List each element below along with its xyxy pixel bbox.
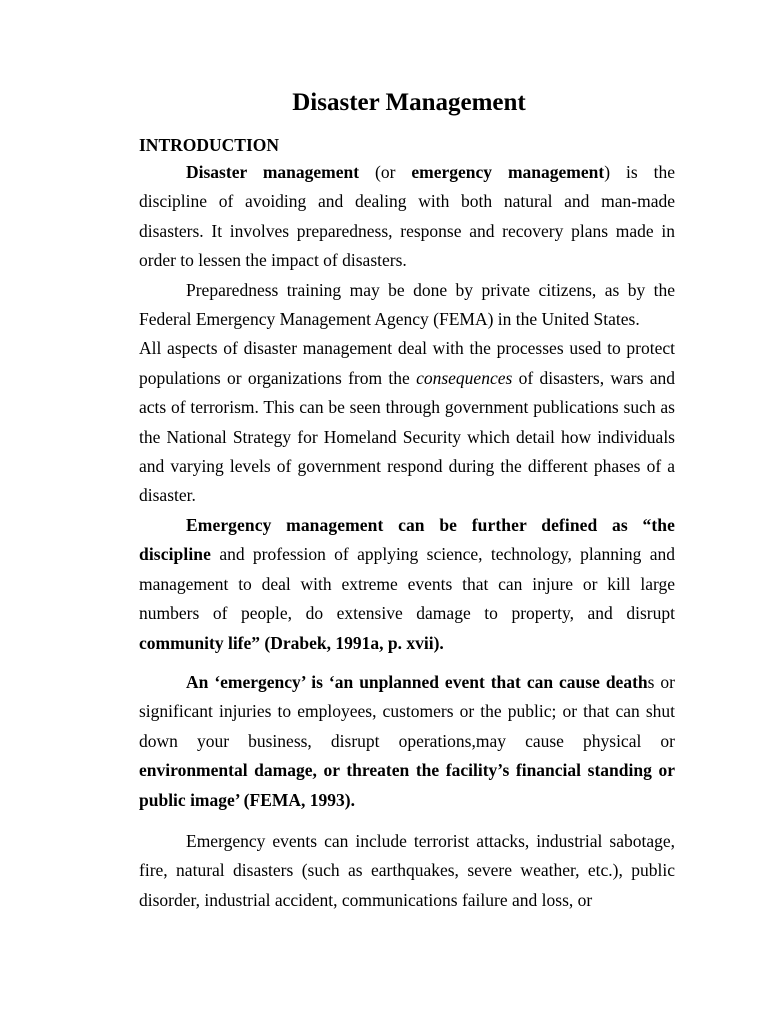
document-page [139,86,675,915]
paragraph-emergency-management-definition: Emergency management can be further defined as “the discipline and profession of applying science, technology, planning and management to deal with extreme events that can injure or kill large numbers of people, do extensive damage to property, and disrupt community life” (Drabek, 1991a, p. xvii). [139,514,675,653]
document-title: Disaster Management [292,89,526,116]
paragraph-emergency-definition: An ‘emergency’ is ‘an unplanned event that can cause deaths or significant injuries to employees, customers or the public; or that can shut down your business, disrupt operations,may cause physical or environmental damage, or threaten the facility’s financial standing or public image’ (FEMA, 1993). [139,671,675,810]
term-emergency-management: emergency management [411,162,605,182]
quote-start: Emergency management can be further defined as “the discipline [139,514,675,565]
paragraph-aspects: All aspects of disaster management deal with the processes used to protect populations or organizations from the consequences of disasters, wars and acts of terrorism. This can be seen through government publications such as the National Strategy for Homeland Security which detail how individuals and varying levels of government respond during the different phases of a disaster. [139,338,676,506]
quote-end-citation: community life” (Drabek, 1991a, p. xvii). [139,632,444,653]
section-heading: INTRODUCTION [139,135,280,155]
paragraph-preparedness: Preparedness training may be done by private citizens, as by the Federal Emergency Management Agency (FEMA) in the United States. [139,279,675,330]
paragraph-emergency-events: Emergency events can include terrorist attacks, industrial sabotage, fire, natural disasters (such as earthquakes, severe weather, etc.), public disorder, industrial accident, communications failure and loss, or [139,830,675,910]
term-disaster-management: Disaster management [186,162,360,182]
emergency-quote-start: An ‘emergency’ is ‘an unplanned event that can cause death [186,671,648,692]
paragraph-definition: Disaster management (or emergency management) is the discipline of avoiding and dealing with both natural and man-made disasters. It involves preparedness, response and recovery plans made in order to lessen the impact of disasters. [139,162,675,271]
emergency-quote-end-citation: environmental damage, or threaten the facility’s financial standing or public image’ (FEMA, 1993). [139,760,675,810]
emphasis-consequences: consequences [416,367,513,388]
